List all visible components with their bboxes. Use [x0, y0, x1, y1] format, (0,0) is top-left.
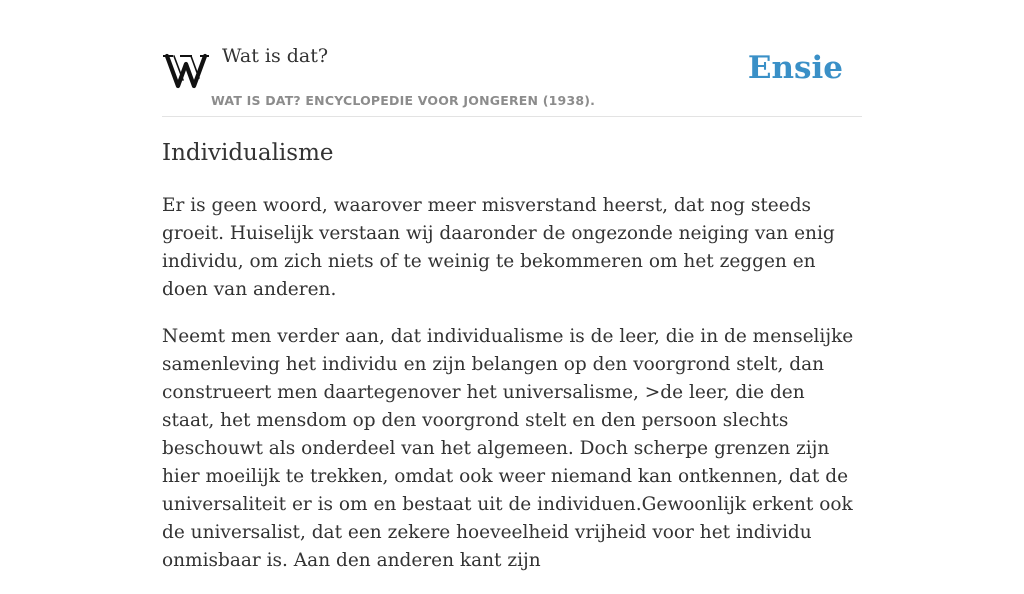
header [162, 40, 862, 117]
article-body [162, 192, 862, 594]
article-paragraph: Er is geen woord, waarover meer misverstand heerst, dat nog steeds groeit. Huiselijk verstaan wij daaronder de ongezonde neiging van enig individu, om zich niets of te weinig te bekommeren om het zeggen en doen van anderen. [162, 195, 835, 300]
article-title: Individualisme [162, 140, 334, 166]
book-subtitle: WAT IS DAT? ENCYCLOPEDIE VOOR JONGEREN (1938). [211, 93, 596, 108]
brand-logo-link[interactable]: Ensie [747, 50, 843, 86]
article-paragraph: Neemt men verder aan, dat individualisme is de leer, die in de menselijke samenleving het individu en zijn belangen op den voorgrond stelt, dan construeert men daartegenover het universalisme, >de leer, die den staat, het mensdom op den voorgrond stelt en den persoon slechts beschouwt als onderdeel van het algemeen. Doch scherpe grenzen zijn hier moeilijk te trekken, omdat ook weer niemand kan ontkennen, dat de universaliteit er is om en bestaat uit de individuen.Gewoonlijk erkent ook de universalist, dat een zekere hoeveelheid vrijheid voor het individu onmisbaar is. Aan den anderen kant zijn [162, 326, 854, 571]
book-title: Wat is dat? [222, 45, 329, 67]
wikisource-w-icon[interactable] [164, 52, 208, 90]
